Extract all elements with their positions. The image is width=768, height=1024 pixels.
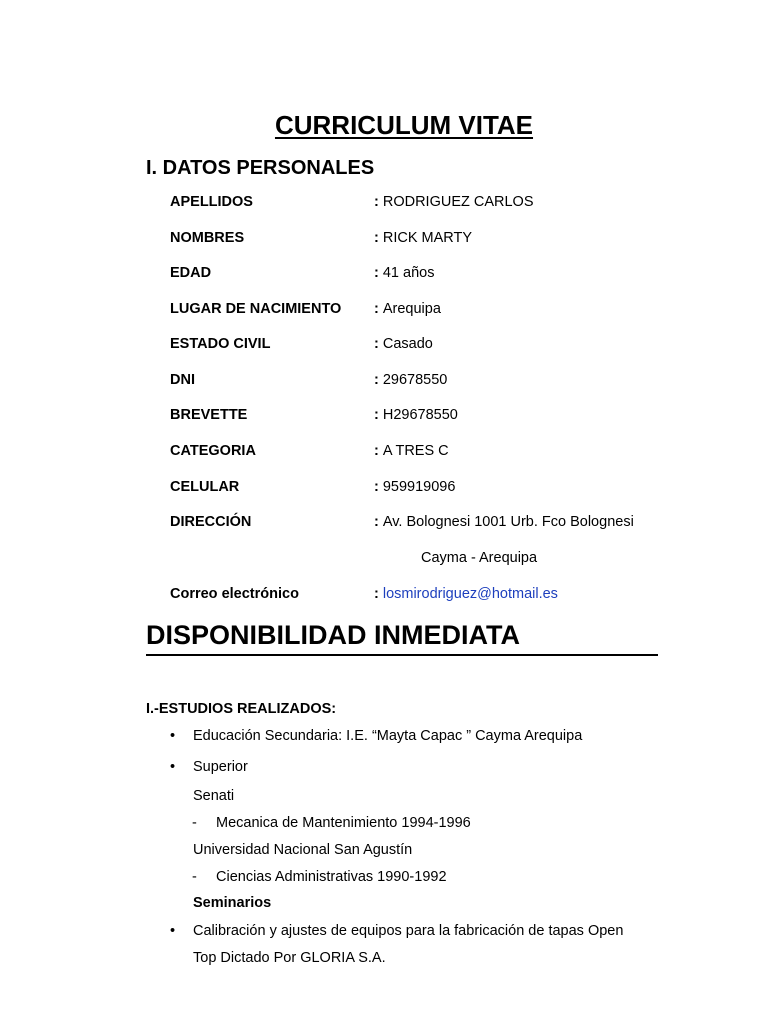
field-colon: :: [374, 407, 379, 423]
field-colon: :: [374, 194, 379, 210]
bullet-icon: •: [170, 728, 176, 744]
field-label: NOMBRES: [170, 230, 245, 246]
field-label: APELLIDOS: [170, 194, 253, 210]
field-colon: :: [374, 479, 379, 495]
field-value: Av. Bolognesi 1001 Urb. Fco Bolognesi: [382, 514, 634, 530]
field-value: H29678550: [382, 407, 458, 423]
course-mecanica: Mecanica de Mantenimiento 1994-1996: [216, 815, 471, 831]
bullet-icon: •: [170, 759, 176, 775]
field-value: Casado: [382, 336, 433, 352]
studies-heading: I.-ESTUDIOS REALIZADOS:: [146, 701, 337, 717]
dash-icon: -: [192, 869, 197, 885]
field-colon: :: [374, 372, 379, 388]
field-label: CATEGORIA: [170, 443, 256, 459]
institution-unsa: Universidad Nacional San Agustín: [193, 842, 413, 858]
secondary-education: Educación Secundaria: I.E. “Mayta Capac ” Cayma Arequipa: [193, 728, 583, 744]
field-label: CELULAR: [170, 479, 240, 495]
field-colon: :: [374, 301, 379, 317]
field-value: 959919096: [382, 479, 456, 495]
email-link[interactable]: losmirodriguez@hotmail.es: [382, 586, 558, 602]
field-label: LUGAR DE NACIMIENTO: [170, 301, 342, 317]
seminar-line-1: Calibración y ajustes de equipos para la fabricación de tapas Open: [193, 923, 624, 939]
institution-senati: Senati: [193, 788, 235, 804]
field-label: Correo electrónico: [170, 586, 299, 602]
field-value: A TRES C: [382, 443, 449, 459]
field-colon: :: [374, 336, 379, 352]
seminar-line-2: Top Dictado Por GLORIA S.A.: [193, 950, 386, 966]
field-value: Arequipa: [382, 301, 441, 317]
document-title: CURRICULUM VITAE: [274, 110, 534, 140]
field-value: 29678550: [382, 372, 448, 388]
seminars-label: Seminarios: [193, 895, 272, 911]
address-continuation: Cayma - Arequipa: [421, 550, 538, 566]
field-colon: :: [374, 230, 379, 246]
field-colon: :: [374, 443, 379, 459]
field-value: RICK MARTY: [382, 230, 473, 246]
bullet-icon: •: [170, 923, 176, 939]
personal-data-heading: I. DATOS PERSONALES: [146, 157, 375, 179]
field-label: DIRECCIÓN: [170, 514, 252, 530]
field-value: 41 años: [382, 265, 435, 281]
superior-education: Superior: [193, 759, 248, 775]
field-label: ESTADO CIVIL: [170, 336, 271, 352]
availability-heading: DISPONIBILIDAD INMEDIATA: [146, 620, 658, 656]
course-administrativas: Ciencias Administrativas 1990-1992: [216, 869, 447, 885]
field-label: BREVETTE: [170, 407, 248, 423]
field-label: DNI: [170, 372, 195, 388]
field-colon: :: [374, 265, 379, 281]
field-value: RODRIGUEZ CARLOS: [382, 194, 534, 210]
field-label: EDAD: [170, 265, 212, 281]
field-colon: :: [374, 586, 379, 602]
field-colon: :: [374, 514, 379, 530]
dash-icon: -: [192, 815, 197, 831]
